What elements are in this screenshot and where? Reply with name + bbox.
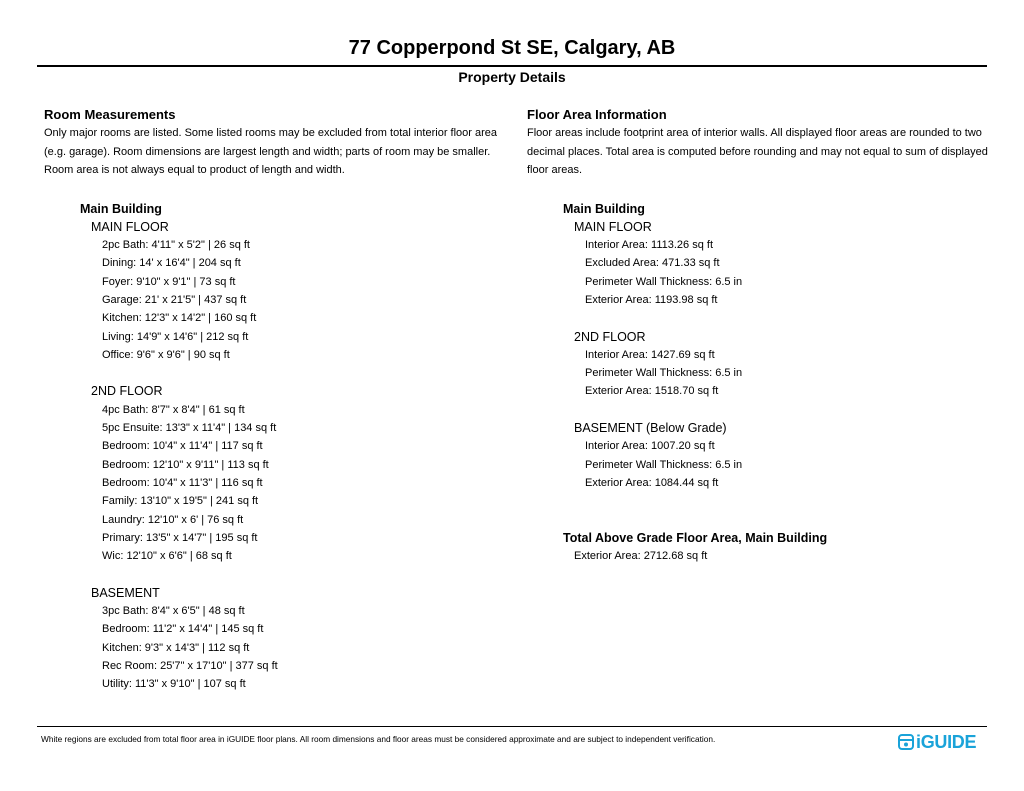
iguide-logo-text: iGUIDE: [916, 732, 977, 752]
room-item: Primary: 13'5" x 14'7" | 195 sq ft: [102, 531, 258, 544]
room-item: Office: 9'6" x 9'6" | 90 sq ft: [102, 348, 230, 361]
room-item: Bedroom: 12'10" x 9'11" | 113 sq ft: [102, 458, 269, 471]
room-item: Living: 14'9" x 14'6" | 212 sq ft: [102, 330, 249, 343]
room-item: 5pc Ensuite: 13'3" x 11'4" | 134 sq ft: [102, 422, 277, 435]
area-item: Perimeter Wall Thickness: 6.5 in: [585, 458, 743, 471]
total-area-title: Total Above Grade Floor Area, Main Building: [563, 530, 828, 545]
footer-disclaimer: White regions are excluded from total floor area in iGUIDE floor plans. All room dimensions and floor areas must be considered approximate and are subject to independent verification.: [41, 734, 716, 744]
area-item: Exterior Area: 1193.98 sq ft: [585, 293, 718, 306]
header-divider: [37, 65, 987, 67]
room-item: Bedroom: 10'4" x 11'3" | 116 sq ft: [102, 476, 263, 489]
spacer: [527, 309, 997, 327]
floor-area-title: Floor Area Information: [527, 107, 667, 122]
room-item: Kitchen: 9'3" x 14'3" | 112 sq ft: [102, 641, 250, 654]
spacer: [527, 401, 997, 419]
room-floor-name: 2ND FLOOR: [91, 384, 163, 399]
room-item: Bedroom: 10'4" x 11'4" | 117 sq ft: [102, 440, 263, 453]
area-item: Perimeter Wall Thickness: 6.5 in: [585, 367, 743, 380]
area-floor-name: 2ND FLOOR: [574, 329, 646, 344]
room-item: Utility: 11'3" x 9'10" | 107 sq ft: [102, 678, 246, 691]
room-measurements-section: [44, 106, 514, 694]
footer-divider: [37, 726, 987, 727]
total-area-value: Exterior Area: 2712.68 sq ft: [574, 550, 708, 563]
area-floor-name: BASEMENT (Below Grade): [574, 421, 727, 436]
spacer: [44, 364, 514, 382]
area-item: Exterior Area: 1518.70 sq ft: [585, 385, 719, 398]
spacer: [527, 492, 997, 510]
room-floor-name: MAIN FLOOR: [91, 219, 169, 234]
room-item: 4pc Bath: 8'7" x 8'4" | 61 sq ft: [102, 403, 245, 416]
page-subtitle: Property Details: [458, 69, 566, 85]
room-measurements-title: Room Measurements: [44, 107, 176, 122]
room-item: Laundry: 12'10" x 6' | 76 sq ft: [102, 513, 244, 526]
room-item: 2pc Bath: 4'11" x 5'2" | 26 sq ft: [102, 239, 250, 252]
room-item: Rec Room: 25'7" x 17'10" | 377 sq ft: [102, 659, 278, 672]
area-item: Exterior Area: 1084.44 sq ft: [585, 476, 719, 489]
room-measurements-description: Only major rooms are listed. Some listed rooms may be excluded from total interior floor area (e.g. garage). Room dimensions are largest length and width; parts of room may be smaller. Room area is not always equal to product of length and width.: [44, 127, 498, 176]
area-item: Perimeter Wall Thickness: 6.5 in: [585, 275, 743, 288]
room-building-name: Main Building: [80, 201, 162, 216]
area-building-name: Main Building: [563, 201, 645, 216]
room-item: Dining: 14' x 16'4" | 204 sq ft: [102, 257, 241, 270]
room-item: Bedroom: 11'2" x 14'4" | 145 sq ft: [102, 623, 264, 636]
room-item: Wic: 12'10" x 6'6" | 68 sq ft: [102, 550, 232, 563]
iguide-logo-icon: [898, 734, 914, 750]
floor-area-description: Floor areas include footprint area of interior walls. All displayed floor areas are rounded to two decimal places. Total area is computed before rounding and may not equal to sum of displayed floor areas.: [527, 127, 988, 176]
area-item: Interior Area: 1113.26 sq ft: [585, 239, 714, 252]
floor-area-section: [527, 106, 997, 565]
iguide-logo: [898, 731, 976, 753]
area-item: Excluded Area: 471.33 sq ft: [585, 257, 720, 270]
room-item: Foyer: 9'10" x 9'1" | 73 sq ft: [102, 275, 236, 288]
area-floor-name: MAIN FLOOR: [574, 219, 652, 234]
room-floor-name: BASEMENT: [91, 585, 160, 600]
area-item: Interior Area: 1007.20 sq ft: [585, 440, 715, 453]
spacer: [44, 565, 514, 583]
room-item: Family: 13'10" x 19'5" | 241 sq ft: [102, 495, 259, 508]
page-title: 77 Copperpond St SE, Calgary, AB: [348, 37, 676, 59]
room-item: Kitchen: 12'3" x 14'2" | 160 sq ft: [102, 312, 257, 325]
room-item: Garage: 21' x 21'5" | 437 sq ft: [102, 293, 247, 306]
area-item: Interior Area: 1427.69 sq ft: [585, 348, 715, 361]
room-item: 3pc Bath: 8'4" x 6'5" | 48 sq ft: [102, 605, 245, 618]
